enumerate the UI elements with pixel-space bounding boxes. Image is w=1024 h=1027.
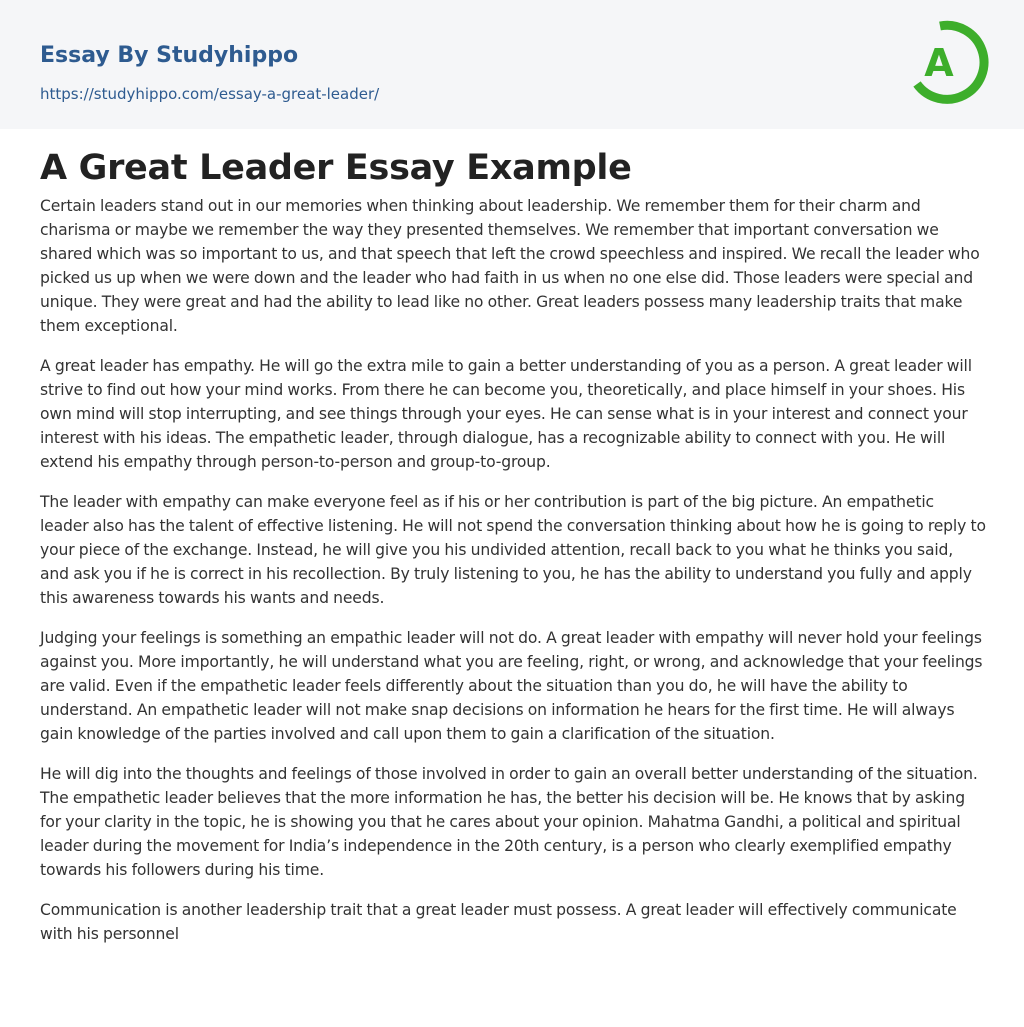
essay-paragraph: Certain leaders stand out in our memories when thinking about leadership. We remember them for their charm and charisma or maybe we remember the way they presented themselves. We remember that important conversation we shared which was so important to us, and that speech that left the crowd speechless and inspired. We recall the leader who picked us up when we were down and the leader who had faith in us when no one else did. Those leaders were special and unique. They were great and had the ability to lead like no other. Great leaders possess many leadership traits that make them exceptional.	[40, 197, 980, 335]
essay-body	[40, 194, 986, 962]
essay-paragraph: He will dig into the thoughts and feelings of those involved in order to gain an overall better understanding of the situation. The empathetic leader believes that the more information he has, the better his decision will be. He knows that by asking for your clarity in the topic, he is showing you that he cares about your opinion. Mahatma Gandhi, a political and spiritual leader during the movement for India’s independence in the 20th century, is a person who clearly exemplified empathy towards his followers during his time.	[40, 765, 978, 879]
essay-paragraph: Judging your feelings is something an empathic leader will not do. A great leader with empathy will never hold your feelings against you. More importantly, he will understand what you are feeling, right, or wrong, and acknowledge that your feelings are valid. Even if the empathetic leader feels differently about the situation than you do, he will have the ability to understand. An empathetic leader will not make snap decisions on information he hears for the first time. He will always gain knowledge of the parties involved and call upon them to gain a clarification of the situation.	[40, 629, 983, 743]
essay-paragraph: A great leader has empathy. He will go the extra mile to gain a better understanding of you as a person. A great leader will strive to find out how your mind works. From there he can become you, theoretically, and place himself in your shoes. His own mind will stop interrupting, and see things through your eyes. He can sense what is in your interest and connect your interest with his ideas. The empathetic leader, through dialogue, has a recognizable ability to connect with you. He will extend his empathy through person-to-person and group-to-group.	[40, 357, 972, 471]
essay-url-link[interactable]: https://studyhippo.com/essay-a-great-leader/	[40, 85, 380, 103]
essay-paragraph: Communication is another leadership trait that a great leader must possess. A great leader will effectively communicate with his personnel	[40, 901, 957, 943]
page-title: A Great Leader Essay Example	[40, 148, 632, 188]
essay-paragraph: The leader with empathy can make everyone feel as if his or her contribution is part of the big picture. An empathetic leader also has the talent of effective listening. He will not spend the conversation thinking about how he is going to reply to your piece of the exchange. Instead, he will give you his undivided attention, recall back to you what he thinks you said, and ask you if he is correct in his recollection. By truly listening to you, he has the ability to understand you fully and apply this awareness towards his wants and needs.	[40, 493, 986, 607]
site-brand[interactable]: Essay By Studyhippo	[40, 43, 299, 68]
studyhippo-logo-icon[interactable]	[909, 18, 989, 106]
logo-letter: A	[924, 41, 954, 85]
